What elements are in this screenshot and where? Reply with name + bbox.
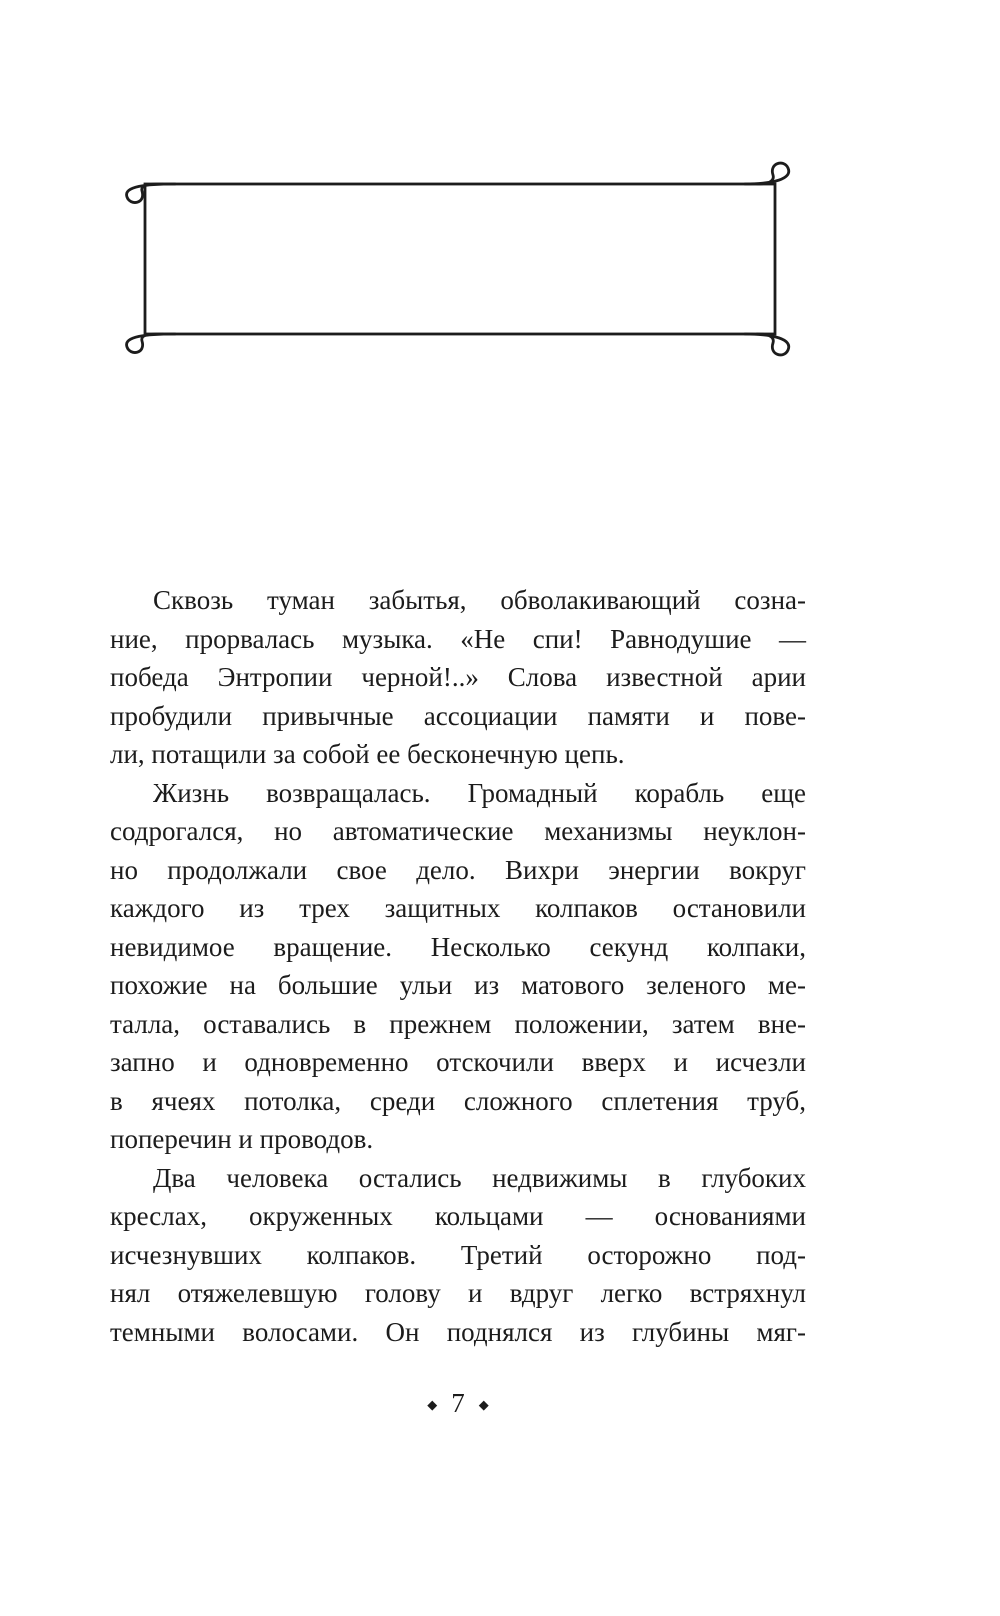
page-footer bbox=[110, 1390, 806, 1417]
text-line: нял отяжелевшую голову и вдруг легко встряхнул bbox=[110, 1278, 806, 1308]
decorative-frame bbox=[113, 156, 807, 370]
paragraph bbox=[110, 1159, 806, 1352]
body-text bbox=[110, 581, 806, 1351]
text-line: ли, потащили за собой ее бесконечную цепь. bbox=[110, 739, 625, 769]
text-line: ние, прорвалась музыка. «Не спи! Равнодушие — bbox=[110, 623, 806, 654]
corner-flourish-bottom-right bbox=[745, 334, 789, 355]
text-line: исчезнувших колпаков. Третий осторожно под- bbox=[110, 1239, 806, 1270]
text-line: похожие на большие ульи из матового зеленого ме- bbox=[110, 970, 806, 1000]
text-line: Жизнь возвращалась. Громадный корабль еще bbox=[153, 777, 806, 808]
text-line: в ячеях потолка, среди сложного сплетения труб, bbox=[110, 1085, 806, 1116]
text-line: запно и одновременно отскочили вверх и исчезли bbox=[110, 1047, 806, 1077]
text-line: Сквозь туман забытья, обволакивающий созна- bbox=[153, 585, 806, 615]
page-number: 7 bbox=[451, 1388, 465, 1418]
footer-diamond-left-icon: ◆ bbox=[427, 1397, 438, 1412]
frame-rectangle bbox=[145, 184, 775, 334]
footer-diamond-right-icon: ◆ bbox=[478, 1397, 489, 1412]
text-line: содрогался, но автоматические механизмы неуклон- bbox=[110, 816, 806, 846]
paragraph bbox=[110, 581, 806, 774]
paragraph bbox=[110, 774, 806, 1159]
text-line: креслах, окруженных кольцами — основаниями bbox=[110, 1201, 806, 1231]
corner-flourish-bottom-left bbox=[127, 334, 175, 353]
text-line: победа Энтропии черной!..» Слова известной арии bbox=[110, 662, 806, 692]
text-line: поперечин и проводов. bbox=[110, 1124, 374, 1154]
text-line: невидимое вращение. Несколько секунд колпаки, bbox=[110, 931, 806, 962]
corner-flourish-top-right bbox=[745, 163, 789, 184]
corner-flourish-top-left bbox=[127, 184, 175, 203]
text-line: но продолжали свое дело. Вихри энергии вокруг bbox=[110, 854, 806, 885]
text-line: темными волосами. Он поднялся из глубины мяг- bbox=[110, 1316, 806, 1347]
text-line: талла, оставались в прежнем положении, затем вне- bbox=[110, 1008, 806, 1039]
text-line: каждого из трех защитных колпаков остановили bbox=[110, 893, 806, 923]
text-line: пробудили привычные ассоциации памяти и пове- bbox=[110, 700, 806, 731]
text-line: Два человека остались недвижимы в глубоких bbox=[153, 1162, 806, 1193]
